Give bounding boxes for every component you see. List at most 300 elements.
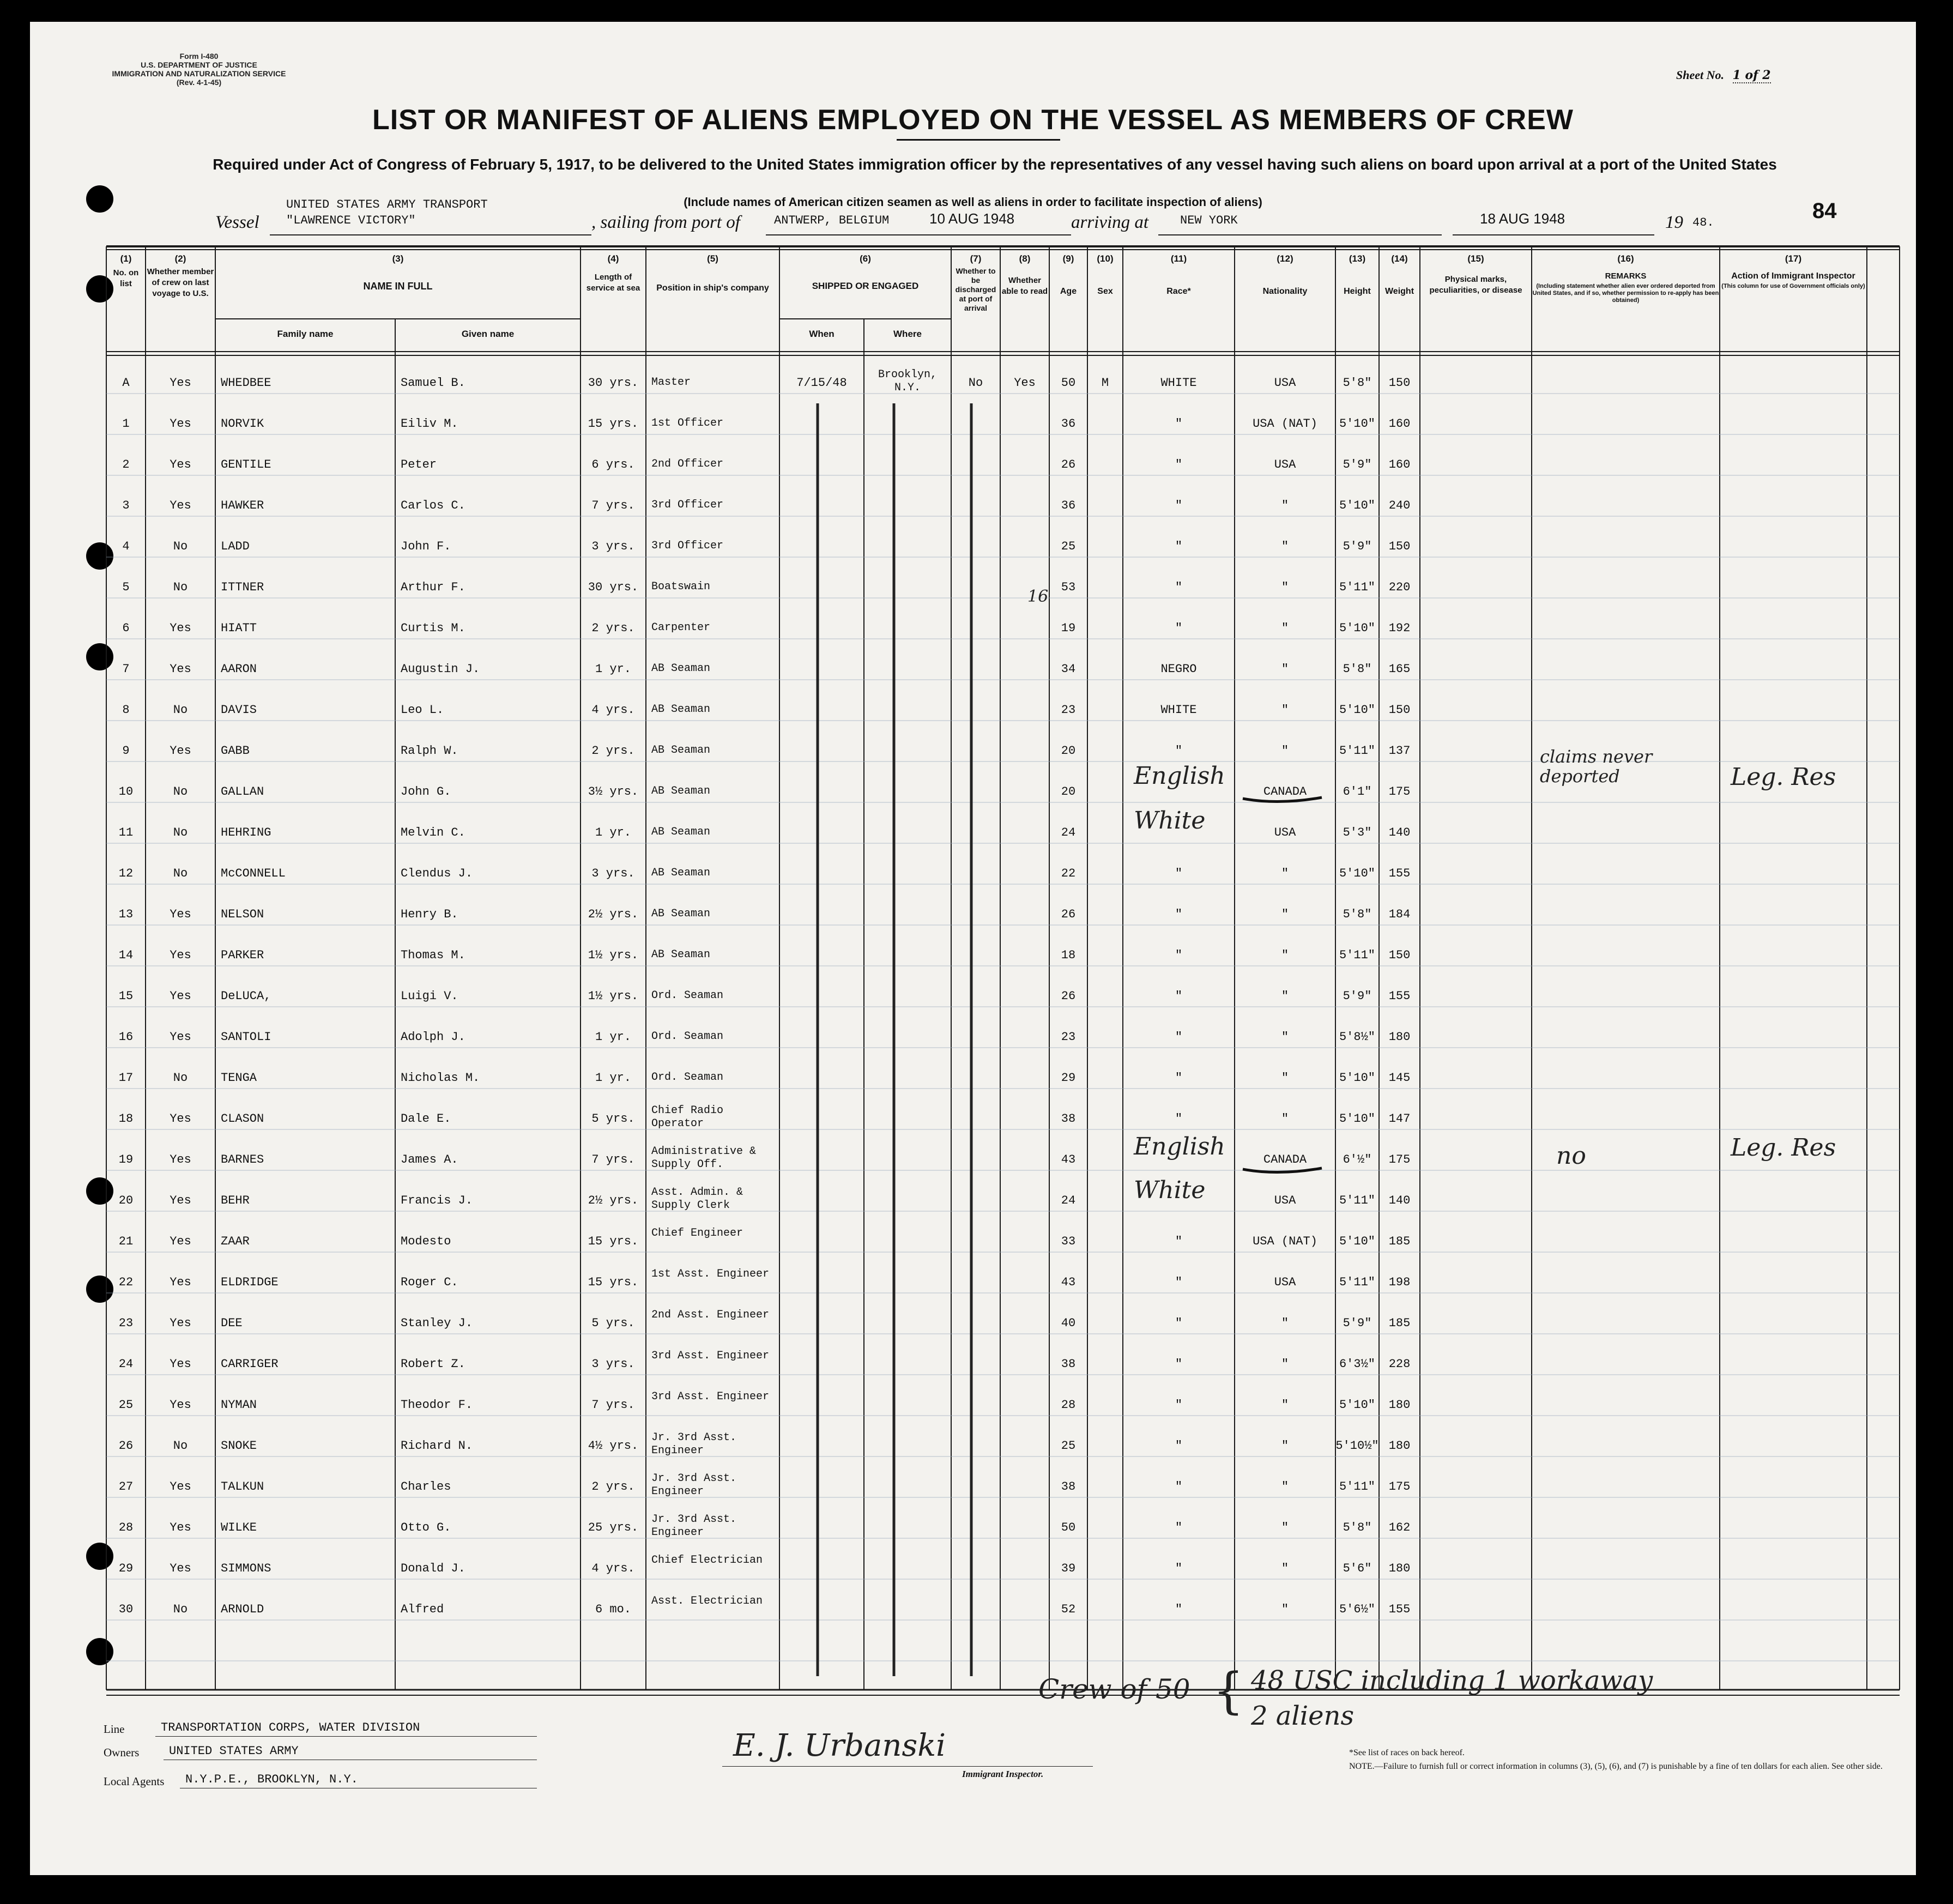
cell-sex: M [1101, 376, 1109, 390]
cell-position: AB Seaman [651, 744, 711, 757]
cell-age: 29 [1061, 1071, 1076, 1085]
cell-no: 4 [122, 540, 130, 553]
col7-header [951, 253, 1000, 313]
cell-prev: Yes [170, 417, 191, 431]
cell-family: McCONNELL [221, 867, 286, 880]
cell-family: TENGA [221, 1071, 257, 1085]
col14-num: (14) [1391, 253, 1408, 264]
cell-height: 5'10" [1339, 499, 1375, 512]
col15-header [1420, 253, 1532, 296]
cell-prev: Yes [170, 376, 191, 390]
cell-given: Thomas M. [401, 948, 465, 962]
cell-weight: 240 [1388, 499, 1411, 512]
cell-height: 5'8½" [1339, 1030, 1375, 1044]
cell-service: 1 yr. [595, 662, 631, 676]
cell-family: NORVIK [221, 417, 264, 431]
col16-header [1532, 253, 1720, 304]
cell-height: 5'10" [1339, 703, 1375, 717]
cell-race: " [1175, 621, 1183, 635]
crew-summary-brace: { [1213, 1663, 1244, 1720]
cell-position: Asst. Electrician [651, 1595, 763, 1607]
cell-given: Leo L. [401, 703, 444, 717]
cell-nat: CANADA [1263, 785, 1307, 799]
col3-label: NAME IN FULL [363, 281, 433, 292]
cell-position: Ord. Seaman [651, 1030, 724, 1043]
cell-family: BEHR [221, 1194, 250, 1207]
cell-position: Administrative & Supply Off. [651, 1145, 757, 1171]
cell-family: NELSON [221, 908, 264, 921]
col13-label: Height [1344, 287, 1371, 296]
cell-given: Carlos C. [401, 499, 465, 512]
cell-height: 5'10" [1339, 867, 1375, 880]
col3-header [215, 253, 581, 292]
cell-given: Samuel B. [401, 376, 465, 390]
remark-gallan: claims never deported [1540, 746, 1653, 787]
cell-no: 18 [118, 1112, 134, 1126]
cell-age: 34 [1061, 662, 1076, 676]
cell-age: 20 [1061, 744, 1076, 758]
race-english-1: English [1134, 762, 1225, 790]
cell-no: 16 [118, 1030, 134, 1044]
cell-family: GALLAN [221, 785, 264, 799]
cell-family: SNOKE [221, 1439, 257, 1453]
year-label: 19 [1665, 213, 1683, 232]
cell-race: " [1175, 989, 1183, 1003]
cell-race: WHITE [1160, 376, 1197, 390]
cell-age: 53 [1061, 581, 1076, 594]
cell-age: 19 [1061, 621, 1076, 635]
cell-age: 18 [1061, 948, 1076, 962]
action-barnes: Leg. Res [1731, 1134, 1836, 1162]
arrival-date-stamp: 18 AUG 1948 [1480, 210, 1565, 227]
cell-service: 3 yrs. [591, 540, 635, 553]
canada-underline [1240, 771, 1327, 815]
cell-no: 23 [118, 1316, 134, 1330]
cell-service: 30 yrs. [588, 581, 639, 594]
cell-family: ZAAR [221, 1235, 250, 1248]
cell-given: Adolph J. [401, 1030, 465, 1044]
cell-prev: No [173, 1439, 188, 1453]
cell-service: 25 yrs. [588, 1521, 639, 1534]
cell-position: 3rd Officer [651, 540, 724, 552]
cell-nat: " [1281, 1398, 1289, 1412]
cell-no: A [122, 376, 130, 390]
cell-weight: 175 [1388, 1153, 1411, 1166]
cell-given: Dale E. [401, 1112, 451, 1126]
cell-service: 2 yrs. [591, 744, 635, 758]
cell-given: Augustin J. [401, 662, 480, 676]
cell-nat: " [1281, 908, 1289, 921]
cell-position: Chief Radio Operator [651, 1104, 724, 1130]
cell-nat: USA (NAT) [1253, 1235, 1317, 1248]
cell-race: " [1175, 1357, 1183, 1371]
manifest-sheet [30, 22, 1916, 1875]
cell-weight: 184 [1388, 908, 1411, 921]
cell-weight: 145 [1388, 1071, 1411, 1085]
inspector-signature: E. J. Urbanski [733, 1728, 946, 1763]
cell-age: 26 [1061, 989, 1076, 1003]
cell-prev: Yes [170, 662, 191, 676]
cell-race: " [1175, 1398, 1183, 1412]
cell-race: " [1175, 1439, 1183, 1453]
col12-num: (12) [1277, 253, 1293, 264]
cell-age: 52 [1061, 1603, 1076, 1616]
col15-num: (15) [1467, 253, 1484, 264]
col11-header [1123, 253, 1235, 297]
year-value: 48. [1692, 216, 1714, 229]
col3a-header: Family name [277, 329, 334, 339]
cell-weight: 140 [1388, 826, 1411, 839]
cell-prev: Yes [170, 1316, 191, 1330]
signature-line [722, 1766, 1093, 1767]
remark-barnes: no [1556, 1142, 1586, 1170]
cell-nat: " [1281, 1030, 1289, 1044]
inspector-label: Immigrant Inspector. [962, 1769, 1044, 1779]
cell-service: 6 mo. [595, 1603, 631, 1616]
cell-prev: Yes [170, 621, 191, 635]
cell-prev: Yes [170, 908, 191, 921]
col6a-header: When [809, 329, 835, 339]
cell-no: 10 [118, 785, 134, 799]
cell-no: 14 [118, 948, 134, 962]
cell-nat: " [1281, 703, 1289, 717]
col3b-header: Given name [461, 329, 515, 339]
cell-position: 3rd Officer [651, 499, 724, 511]
cell-height: 5'10" [1339, 1235, 1375, 1248]
cell-race: " [1175, 540, 1183, 553]
cell-race: " [1175, 1030, 1183, 1044]
cell-service: 5 yrs. [591, 1316, 635, 1330]
cell-family: TALKUN [221, 1480, 264, 1494]
cell-no: 15 [118, 989, 134, 1003]
cell-no: 1 [122, 417, 130, 431]
cell-given: Modesto [401, 1235, 451, 1248]
cell-position: 3rd Asst. Engineer [651, 1350, 770, 1362]
cell-prev: Yes [170, 1562, 191, 1575]
cell-race: " [1175, 867, 1183, 880]
cell-weight: 160 [1388, 417, 1411, 431]
cell-nat: USA (NAT) [1253, 417, 1317, 431]
cell-nat: " [1281, 1112, 1289, 1126]
cell-prev: Yes [170, 989, 191, 1003]
cell-service: 4½ yrs. [588, 1439, 639, 1453]
cell-given: Alfred [401, 1603, 444, 1616]
cell-weight: 150 [1388, 540, 1411, 553]
port-from: ANTWERP, BELGIUM [774, 214, 890, 227]
cell-given: Luigi V. [401, 989, 458, 1003]
cell-prev: No [173, 1071, 188, 1085]
arriving-label: arriving at [1071, 213, 1149, 232]
cell-weight: 155 [1388, 1603, 1411, 1616]
cell-position: Carpenter [651, 621, 711, 634]
cell-given: John F. [401, 540, 451, 553]
cell-service: 1½ yrs. [588, 989, 639, 1003]
cell-service: 1½ yrs. [588, 948, 639, 962]
owners-label: Owners [104, 1746, 140, 1759]
cell-given: Henry B. [401, 908, 458, 921]
cell-service: 3½ yrs. [588, 785, 639, 799]
cell-position: AB Seaman [651, 785, 711, 797]
cell-no: 19 [118, 1153, 134, 1166]
cell-age: 28 [1061, 1398, 1076, 1412]
cell-height: 5'10" [1339, 1071, 1375, 1085]
col6-header [779, 253, 951, 292]
cell-given: Ralph W. [401, 744, 458, 758]
cell-race: " [1175, 417, 1183, 431]
cell-nat: USA [1274, 1194, 1296, 1207]
cell-weight: 147 [1388, 1112, 1411, 1126]
cell-no: 12 [118, 867, 134, 880]
form-service: IMMIGRATION AND NATURALIZATION SERVICE [112, 69, 286, 78]
cell-nat: USA [1274, 458, 1296, 472]
cell-age: 26 [1061, 908, 1076, 921]
cell-family: HIATT [221, 621, 257, 635]
cell-family: ARNOLD [221, 1603, 264, 1616]
cell-prev: No [173, 540, 188, 553]
cell-weight: 180 [1388, 1439, 1411, 1453]
cell-position: AB Seaman [651, 826, 711, 838]
cell-where: Brooklyn, N.Y. [878, 368, 938, 394]
cell-service: 3 yrs. [591, 1357, 635, 1371]
cell-prev: No [173, 703, 188, 717]
cell-nat: USA [1274, 826, 1296, 839]
cell-position: AB Seaman [651, 703, 711, 716]
cell-race: " [1175, 1235, 1183, 1248]
cell-height: 5'10" [1339, 1398, 1375, 1412]
cell-nat: " [1281, 867, 1289, 880]
cell-no: 29 [118, 1562, 134, 1575]
vessel-name: "LAWRENCE VICTORY" [286, 214, 416, 227]
cell-prev: No [173, 1603, 188, 1616]
col8-num: (8) [1019, 253, 1031, 264]
col17-sub: (This column for use of Government officials only) [1721, 283, 1865, 289]
cell-family: WHEDBEE [221, 376, 271, 390]
cell-race: " [1175, 1112, 1183, 1126]
cell-no: 22 [118, 1276, 134, 1289]
cell-race: " [1175, 908, 1183, 921]
agents-value: N.Y.P.E., BROOKLYN, N.Y. [185, 1773, 358, 1786]
cell-weight: 220 [1388, 581, 1411, 594]
cell-nat: " [1281, 662, 1289, 676]
cell-given: Arthur F. [401, 581, 465, 594]
cell-position: Jr. 3rd Asst. Engineer [651, 1513, 737, 1539]
cell-service: 3 yrs. [591, 867, 635, 880]
cell-race: " [1175, 1603, 1183, 1616]
cell-prev: Yes [170, 1194, 191, 1207]
form-revision: (Rev. 4-1-45) [176, 78, 222, 87]
cell-prev: No [173, 581, 188, 594]
col1-num: (1) [120, 253, 132, 264]
cell-family: DAVIS [221, 703, 257, 717]
col11-label: Race* [1166, 287, 1191, 296]
cell-weight: 150 [1388, 376, 1411, 390]
cell-race: " [1175, 1562, 1183, 1575]
cell-family: WILKE [221, 1521, 257, 1534]
canada-underline-2 [1240, 1142, 1327, 1186]
col4-num: (4) [607, 253, 619, 264]
cell-race: " [1175, 458, 1183, 472]
vessel-label: Vessel [215, 213, 259, 232]
race-english-2: English [1134, 1133, 1225, 1160]
fine-note: NOTE.—Failure to furnish full or correct information in columns (3), (5), (6), and (7) is punishable by a fine of ten dollars for each alien. See other side. [1349, 1762, 1883, 1771]
cell-family: CLASON [221, 1112, 264, 1126]
cell-nat: " [1281, 1480, 1289, 1494]
cell-prev: Yes [170, 948, 191, 962]
cell-nat: " [1281, 989, 1289, 1003]
cell-race: NEGRO [1160, 662, 1197, 676]
cell-family: GABB [221, 744, 250, 758]
cell-family: ITTNER [221, 581, 264, 594]
cell-nat: " [1281, 1316, 1289, 1330]
cell-race: " [1175, 744, 1183, 758]
col17-label: Action of Immigrant Inspector [1731, 271, 1855, 281]
cell-given: Otto G. [401, 1521, 451, 1534]
cell-nat: " [1281, 744, 1289, 758]
cell-weight: 192 [1388, 621, 1411, 635]
cell-position: Asst. Admin. & Supply Clerk [651, 1186, 743, 1212]
cell-height: 6'½" [1343, 1153, 1372, 1166]
cell-family: CARRIGER [221, 1357, 279, 1371]
cell-family: PARKER [221, 948, 264, 962]
vessel-type: UNITED STATES ARMY TRANSPORT [286, 198, 488, 211]
col5-header [646, 253, 779, 294]
action-gallan: Leg. Res [1731, 763, 1836, 791]
cell-no: 13 [118, 908, 134, 921]
cell-service: 1 yr. [595, 826, 631, 839]
col9-num: (9) [1062, 253, 1074, 264]
cell-height: 5'8" [1343, 662, 1372, 676]
cell-given: Roger C. [401, 1276, 458, 1289]
cell-prev: No [173, 826, 188, 839]
line-underline [155, 1736, 537, 1737]
col7-label: Whether to be discharged at port of arrival [955, 267, 996, 312]
cell-position: 1st Officer [651, 417, 724, 430]
col16-sub: (Including statement whether alien ever ordered deported from United States, and if so, whether permission to re-apply has been obtained) [1532, 283, 1719, 304]
col5-num: (5) [707, 253, 718, 264]
cell-height: 5'11" [1339, 1480, 1375, 1494]
cell-no: 21 [118, 1235, 134, 1248]
cell-weight: 165 [1388, 662, 1411, 676]
cell-nat: " [1281, 621, 1289, 635]
cell-prev: Yes [170, 1112, 191, 1126]
cell-family: HEHRING [221, 826, 271, 839]
cell-position: Chief Engineer [651, 1227, 743, 1240]
cell-service: 7 yrs. [591, 1398, 635, 1412]
cell-service: 2 yrs. [591, 621, 635, 635]
col17-num: (17) [1785, 253, 1802, 264]
owners-value: UNITED STATES ARMY [169, 1744, 299, 1758]
cell-nat: " [1281, 1562, 1289, 1575]
crew-summary-c: 2 aliens [1251, 1701, 1355, 1731]
cell-family: SIMMONS [221, 1562, 271, 1575]
cell-height: 5'3" [1343, 826, 1372, 839]
cell-given: Curtis M. [401, 621, 465, 635]
cell-no: 30 [118, 1603, 134, 1616]
subtitle: Required under Act of Congress of February 5, 1917, to be delivered to the United States immigration officer by the representatives of any vessel having such aliens on board upon arrival at a port of the United States [213, 156, 1777, 173]
cell-height: 5'9" [1343, 458, 1372, 472]
cell-height: 5'9" [1343, 540, 1372, 553]
cell-no: 7 [122, 662, 130, 676]
col3-num: (3) [392, 253, 404, 264]
col16-num: (16) [1617, 253, 1634, 264]
cell-service: 2 yrs. [591, 1480, 635, 1494]
cell-age: 23 [1061, 1030, 1076, 1044]
cell-no: 2 [122, 458, 130, 472]
cell-weight: 180 [1388, 1030, 1411, 1044]
cell-prev: Yes [170, 458, 191, 472]
cell-position: AB Seaman [651, 867, 711, 879]
cell-service: 15 yrs. [588, 1276, 639, 1289]
cell-service: 1 yr. [595, 1071, 631, 1085]
col9-label: Age [1060, 287, 1077, 296]
cell-given: Eiliv M. [401, 417, 458, 431]
cell-given: Peter [401, 458, 437, 472]
cell-position: Master [651, 376, 691, 389]
cell-nat: USA [1274, 376, 1296, 390]
cell-nat: " [1281, 1603, 1289, 1616]
cell-no: 3 [122, 499, 130, 512]
col10-header [1087, 253, 1123, 297]
sailing-label: , sailing from port of [591, 213, 740, 232]
cell-height: 5'10" [1339, 417, 1375, 431]
cell-nat: USA [1274, 1276, 1296, 1289]
cell-nat: " [1281, 499, 1289, 512]
cell-given: Donald J. [401, 1562, 465, 1575]
cell-service: 15 yrs. [588, 417, 639, 431]
cell-given: Clendus J. [401, 867, 473, 880]
cell-family: ELDRIDGE [221, 1276, 279, 1289]
cell-age: 38 [1061, 1357, 1076, 1371]
cell-service: 5 yrs. [591, 1112, 635, 1126]
form-number: Form I-480 [179, 52, 219, 61]
col10-label: Sex [1097, 287, 1113, 296]
cell-height: 5'9" [1343, 989, 1372, 1003]
cell-position: 2nd Asst. Engineer [651, 1309, 770, 1321]
cell-given: Melvin C. [401, 826, 465, 839]
line-value: TRANSPORTATION CORPS, WATER DIVISION [161, 1721, 420, 1734]
col13-header [1335, 253, 1379, 297]
cell-weight: 175 [1388, 1480, 1411, 1494]
cell-age: 50 [1061, 376, 1076, 390]
cell-service: 4 yrs. [591, 1562, 635, 1575]
cell-age: 26 [1061, 458, 1076, 472]
cell-age: 40 [1061, 1316, 1076, 1330]
cell-given: Charles [401, 1480, 451, 1494]
cell-prev: Yes [170, 1235, 191, 1248]
port-to: NEW YORK [1180, 214, 1238, 227]
col2-header [146, 253, 215, 299]
cell-family: DEE [221, 1316, 243, 1330]
col8-label: Whether able to read [1001, 276, 1048, 296]
cell-race: " [1175, 948, 1183, 962]
col11-num: (11) [1170, 253, 1187, 264]
cell-position: Jr. 3rd Asst. Engineer [651, 1431, 737, 1457]
cell-service: 4 yrs. [591, 703, 635, 717]
cell-age: 43 [1061, 1153, 1076, 1166]
cell-read: Yes [1014, 376, 1036, 390]
cell-race: " [1175, 1521, 1183, 1534]
cell-nat: " [1281, 1521, 1289, 1534]
crew-summary-b: 48 USC including 1 workaway [1251, 1665, 1653, 1696]
cell-position: Boatswain [651, 581, 711, 593]
cell-nat: CANADA [1263, 1153, 1307, 1166]
cell-weight: 180 [1388, 1398, 1411, 1412]
cell-race: " [1175, 581, 1183, 594]
cell-service: 2½ yrs. [588, 908, 639, 921]
cell-family: AARON [221, 662, 257, 676]
cell-nat: " [1281, 581, 1289, 594]
cell-discharge: No [968, 376, 983, 390]
